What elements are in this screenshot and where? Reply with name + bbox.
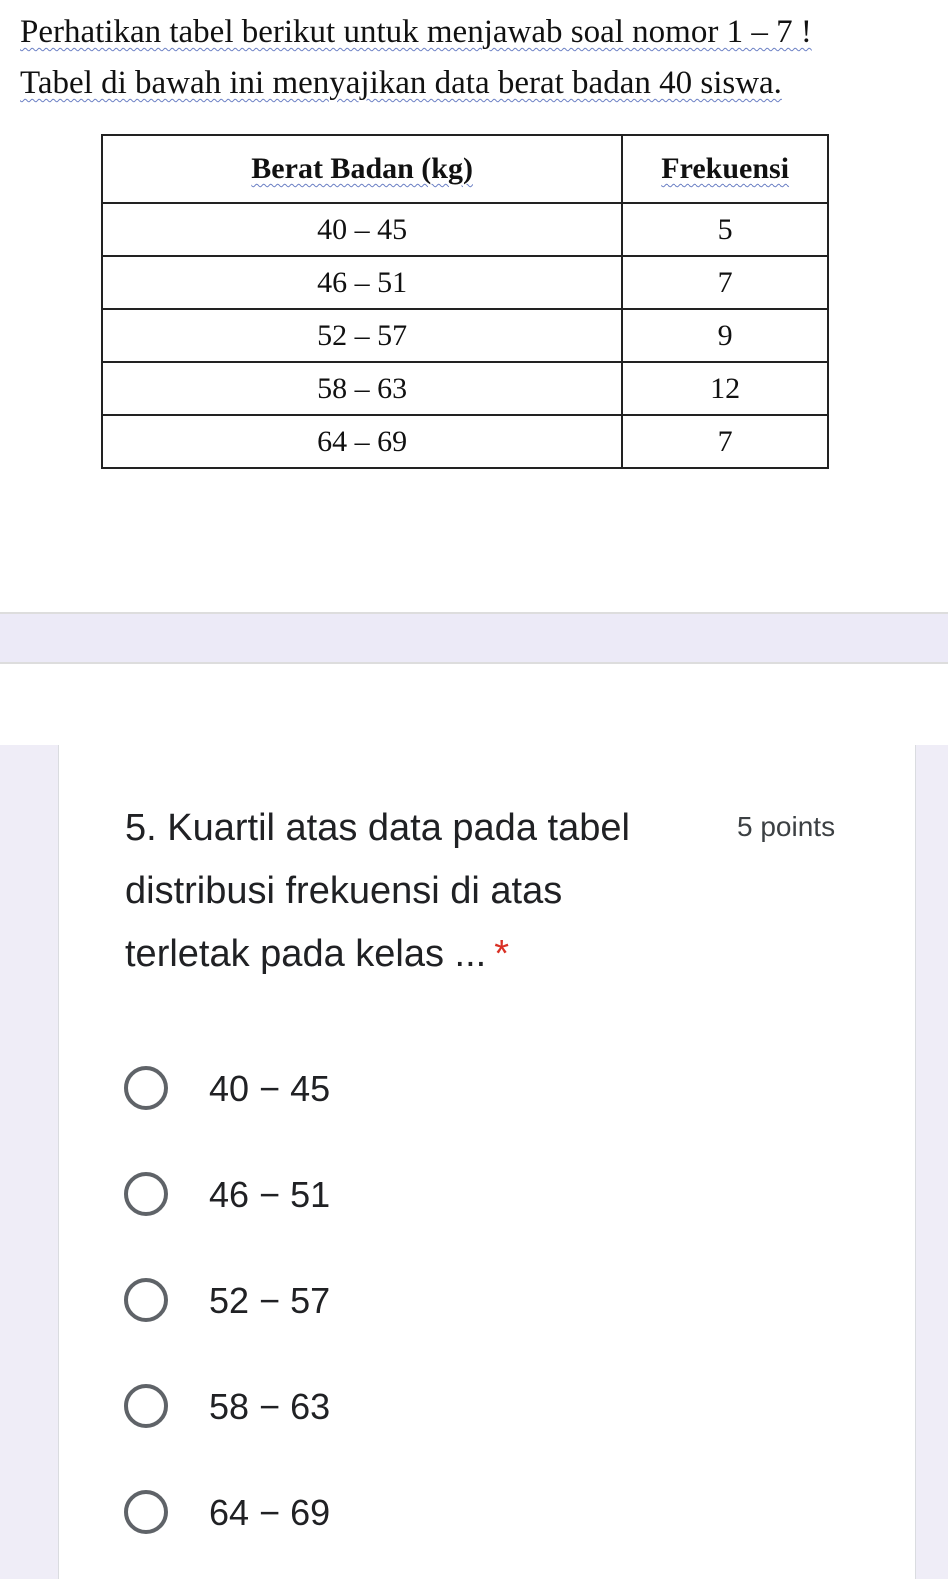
- option-label: 52 − 57: [209, 1280, 331, 1321]
- option-46-51[interactable]: [121, 1167, 521, 1227]
- question-points: 5 points: [737, 811, 836, 842]
- table-caption: Tabel di bawah ini menyajikan data berat badan 40 siswa.: [20, 65, 782, 101]
- option-label: 58 − 63: [209, 1386, 331, 1427]
- instruction-text: Perhatikan tabel berikut untuk menjawab soal nomor 1 – 7 !: [20, 14, 812, 50]
- table-cell-frequency: 5: [622, 203, 828, 256]
- section-spacer: [0, 664, 948, 745]
- table-row: [102, 362, 828, 415]
- table-row: [102, 309, 828, 362]
- question-card: [58, 745, 916, 1579]
- required-asterisk: *: [494, 933, 510, 975]
- table-cell-class: 64 – 69: [102, 415, 622, 468]
- question-header-image: [0, 0, 948, 605]
- option-64-69[interactable]: [121, 1485, 521, 1545]
- header-weight: Berat Badan (kg): [102, 135, 622, 203]
- table-cell-frequency: 7: [622, 415, 828, 468]
- option-40-45[interactable]: [121, 1061, 521, 1121]
- table-row: [102, 203, 828, 256]
- option-label: 46 − 51: [209, 1174, 331, 1215]
- option-58-63[interactable]: [121, 1379, 521, 1439]
- table-cell-frequency: 7: [622, 256, 828, 309]
- header-frequency: Frekuensi: [622, 135, 828, 203]
- option-label: 40 − 45: [209, 1068, 331, 1109]
- table-cell-class: 58 – 63: [102, 362, 622, 415]
- table-cell-class: 40 – 45: [102, 203, 622, 256]
- question-title: 5. Kuartil atas data pada tabel distribusi frekuensi di atas terletak pada kelas ... *: [125, 807, 630, 975]
- table-cell-class: 46 – 51: [102, 256, 622, 309]
- option-label: 64 − 69: [209, 1492, 331, 1533]
- radio-button-icon[interactable]: [124, 1490, 168, 1534]
- option-52-57[interactable]: [121, 1273, 521, 1333]
- table-header-row: [102, 135, 828, 203]
- table-cell-frequency: 12: [622, 362, 828, 415]
- table-row: [102, 256, 828, 309]
- table-cell-class: 52 – 57: [102, 309, 622, 362]
- table-cell-frequency: 9: [622, 309, 828, 362]
- radio-button-icon[interactable]: [124, 1066, 168, 1110]
- table-row: [102, 415, 828, 468]
- radio-button-icon[interactable]: [124, 1172, 168, 1216]
- radio-button-icon[interactable]: [124, 1278, 168, 1322]
- radio-button-icon[interactable]: [124, 1384, 168, 1428]
- section-divider: [0, 612, 948, 664]
- frequency-table: [101, 134, 829, 469]
